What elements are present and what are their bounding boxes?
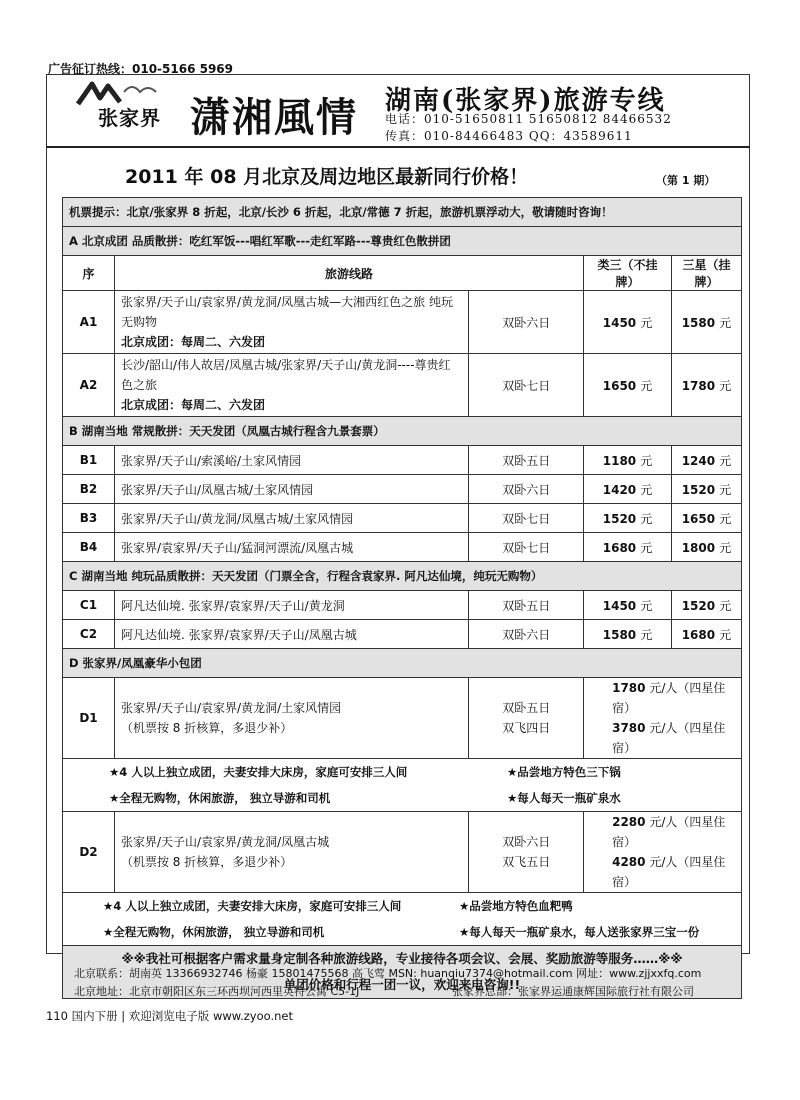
duration: 双飞四日 [502,721,551,735]
price-value: 1680 [681,627,716,642]
section-a-title: A 北京成团 品质散拼：吃红军饭---唱红军歌---走红军路---尊贵红色散拼团 [63,227,742,256]
duration: 双飞五日 [502,855,551,869]
route-cell [114,291,468,354]
currency: 元 [640,482,653,497]
duration: 双卧五日 [469,446,584,475]
star-rating: （四星住宿） [612,681,726,715]
duration: 双卧七日 [469,533,584,562]
currency: 元 [640,598,653,613]
note-item: ★全程无购物，休闲旅游， 独立导游和司机 [103,925,325,939]
price-value: 1580 [681,315,716,330]
price-class3 [584,591,672,620]
currency: 元 [640,627,653,642]
table-row [63,354,742,417]
price-value: 1520 [681,482,716,497]
price-value: 1680 [602,540,637,555]
price-unit: 元/人 [649,721,678,735]
note-item: ★每人每天一瓶矿泉水 [507,791,621,805]
issue-number: （第 1 期） [656,174,716,187]
beijing-contact: 北京联系：胡南英 13366932746 杨豪 15801475568 高飞莺 MSN: huanqiu7374@hotmail.com 网址：www.zjjxxfq.com [74,967,702,980]
beijing-address: 北京地址：北京市朝阳区东三环西坝河西里英特公寓 C5-1J [74,985,360,998]
route-code: B2 [63,475,115,504]
duration: 双卧六日 [469,291,584,354]
duration-cell [469,678,584,759]
currency: 元 [640,511,653,526]
price-3star [672,620,742,649]
price-value: 1420 [602,482,637,497]
route-cell [114,812,468,893]
note-item: ★全程无购物，休闲旅游， 独立导游和司机 [109,791,331,805]
price-class3 [584,291,672,354]
package-price-cell [584,812,742,893]
price-class3 [584,620,672,649]
route-text: 长沙/韶山/伟人故居/凤凰古城/张家界/天子山/黄龙洞----尊贵红色之旅 [120,358,451,392]
star-rating: （四星住宿） [612,815,726,849]
duration: 双卧六日 [469,475,584,504]
col-header: 三星（挂牌） [672,256,742,291]
price-value: 3780 [612,721,646,735]
price-value: 1450 [602,315,637,330]
route-sub: （机票按 8 折核算，多退少补） [120,721,293,735]
price-table [62,197,742,999]
currency: 元 [719,453,732,468]
price-unit: 元/人 [649,681,678,695]
currency: 元 [640,378,653,393]
table-row [63,812,742,893]
route-code: D2 [63,812,115,893]
route-text: 阿凡达仙境. 张家界/袁家界/天子山/凤凰古城 [114,620,468,649]
route-code: C2 [63,620,115,649]
price-value: 2280 [612,815,646,829]
price-3star [672,446,742,475]
notes-row [63,893,742,946]
route-cell [114,678,468,759]
table-row [63,291,742,354]
duration: 双卧六日 [469,620,584,649]
price-class3 [584,533,672,562]
note-item: ★4 人以上独立成团，夫妻安排大床房，家庭可安排三人间 [109,765,408,779]
route-sub: 北京成团：每周二、六发团 [120,335,265,349]
price-3star [672,291,742,354]
price-value: 1580 [602,627,637,642]
currency: 元 [719,598,732,613]
note-item: ★4 人以上独立成团，夫妻安排大床房，家庭可安排三人间 [103,899,402,913]
col-header: 旅游线路 [114,256,583,291]
footer-line-1: ※※我社可根据客户需求量身定制各种旅游线路，专业接待各项会议、会展、奖励旅游等服务……※※ [121,951,683,966]
section-header [63,227,742,256]
notes-cell [63,893,742,946]
currency: 元 [719,540,732,555]
price-value: 4280 [612,855,646,869]
package-price-cell [584,678,742,759]
price-value: 1800 [681,540,716,555]
ad-hotline: 广告征订热线：010-5166 5969 [48,62,234,76]
duration: 双卧七日 [469,354,584,417]
route-text: 阿凡达仙境. 张家界/袁家界/天子山/黄龙洞 [114,591,468,620]
table-row [63,678,742,759]
route-code: A2 [63,354,115,417]
duration: 双卧五日 [469,591,584,620]
route-text: 张家界/天子山/索溪峪/土家风情园 [114,446,468,475]
section-header [63,649,742,678]
price-value: 1520 [602,511,637,526]
route-cell [114,354,468,417]
col-header: 类三（不挂牌） [584,256,672,291]
table-row [63,620,742,649]
currency: 元 [640,540,653,555]
price-unit: 元/人 [649,855,678,869]
duration-cell [469,812,584,893]
route-code: A1 [63,291,115,354]
route-sub: （机票按 8 折核算，多退少补） [120,855,293,869]
price-3star [672,475,742,504]
price-value: 1450 [602,598,637,613]
price-3star [672,504,742,533]
route-text: 张家界/天子山/袁家界/黄龙洞/土家风情园 [120,701,342,715]
route-code: D1 [63,678,115,759]
price-3star [672,591,742,620]
footer-line-2: 单团价格和行程一团一议，欢迎来电咨询!! [283,977,521,992]
notes-cell [63,759,742,812]
route-text: 张家界/天子山/凤凰古城/土家风情园 [114,475,468,504]
currency: 元 [640,315,653,330]
table-row [63,591,742,620]
section-b-title: B 湖南当地 常规散拼：天天发团（凤凰古城行程含九景套票） [63,417,742,446]
price-class3 [584,446,672,475]
fax-line: 传真：010-84466483 QQ：43589611 [385,129,633,143]
route-text: 张家界/天子山/袁家界/黄龙洞/凤凰古城 [120,835,330,849]
price-value: 1240 [681,453,716,468]
note-item: ★每人每天一瓶矿泉水，每人送张家界三宝一份 [459,925,700,939]
route-code: B1 [63,446,115,475]
brand-title: 潇湘風情 [190,94,358,141]
star-rating: （四星住宿） [612,855,726,889]
duration: 双卧七日 [469,504,584,533]
price-3star [672,533,742,562]
price-value: 1780 [681,378,716,393]
price-class3 [584,475,672,504]
route-sub: 北京成团：每周二、六发团 [120,398,265,412]
currency: 元 [719,627,732,642]
table-row [63,446,742,475]
price-value: 1520 [681,598,716,613]
star-rating: （四星住宿） [612,721,726,755]
route-text: 张家界/天子山/袁家界/黄龙洞/凤凰古城—大湘西红色之旅 纯玩无购物 [120,295,453,329]
route-code: B3 [63,504,115,533]
currency: 元 [719,482,732,497]
price-class3 [584,354,672,417]
duration: 双卧五日 [502,701,551,715]
currency: 元 [719,378,732,393]
section-header [63,562,742,591]
price-value: 1650 [602,378,637,393]
price-class3 [584,504,672,533]
notes-row [63,759,742,812]
note-item: ★品尝地方特色三下锅 [507,765,621,779]
price-value: 1180 [602,453,637,468]
table-row [63,475,742,504]
section-c-title: C 湖南当地 纯玩品质散拼：天天发团（门票全含，行程含袁家界. 阿凡达仙境，纯玩无购物） [63,562,742,591]
ticket-notice-row [63,198,742,227]
table-row [63,533,742,562]
duration: 双卧六日 [502,835,551,849]
currency: 元 [719,511,732,526]
page-headline: 2011 年 08 月北京及周边地区最新同行价格！ [125,166,529,188]
route-code: B4 [63,533,115,562]
headquarters: 张家界总部：张家界运通康辉国际旅行社有限公司 [452,985,694,998]
route-text: 张家界/天子山/黄龙洞/凤凰古城/土家风情园 [114,504,468,533]
price-value: 1780 [612,681,646,695]
currency: 元 [640,453,653,468]
phone-line: 电话：010-51650811 51650812 84466532 [385,112,672,126]
table-row [63,504,742,533]
note-item: ★品尝地方特色血粑鸭 [459,899,573,913]
price-unit: 元/人 [649,815,678,829]
price-3star [672,354,742,417]
section-d-title: D 张家界/凤凰豪华小包团 [63,649,742,678]
logo-name: 张家界 [98,106,161,130]
ticket-notice: 机票提示：北京/张家界 8 折起，北京/长沙 6 折起，北京/常德 7 折起，旅游机票浮动大，敬请随时咨询！ [63,198,742,227]
column-header-row [63,256,742,291]
tagline: 湖南(张家界)旅游专线 [385,86,666,116]
section-header [63,417,742,446]
price-value: 1650 [681,511,716,526]
route-code: C1 [63,591,115,620]
currency: 元 [719,315,732,330]
page-footer: 110 国内下册 | 欢迎浏览电子版 www.zyoo.net [46,1009,294,1023]
col-header: 序 [63,256,115,291]
route-text: 张家界/袁家界/天子山/猛洞河漂流/凤凰古城 [114,533,468,562]
